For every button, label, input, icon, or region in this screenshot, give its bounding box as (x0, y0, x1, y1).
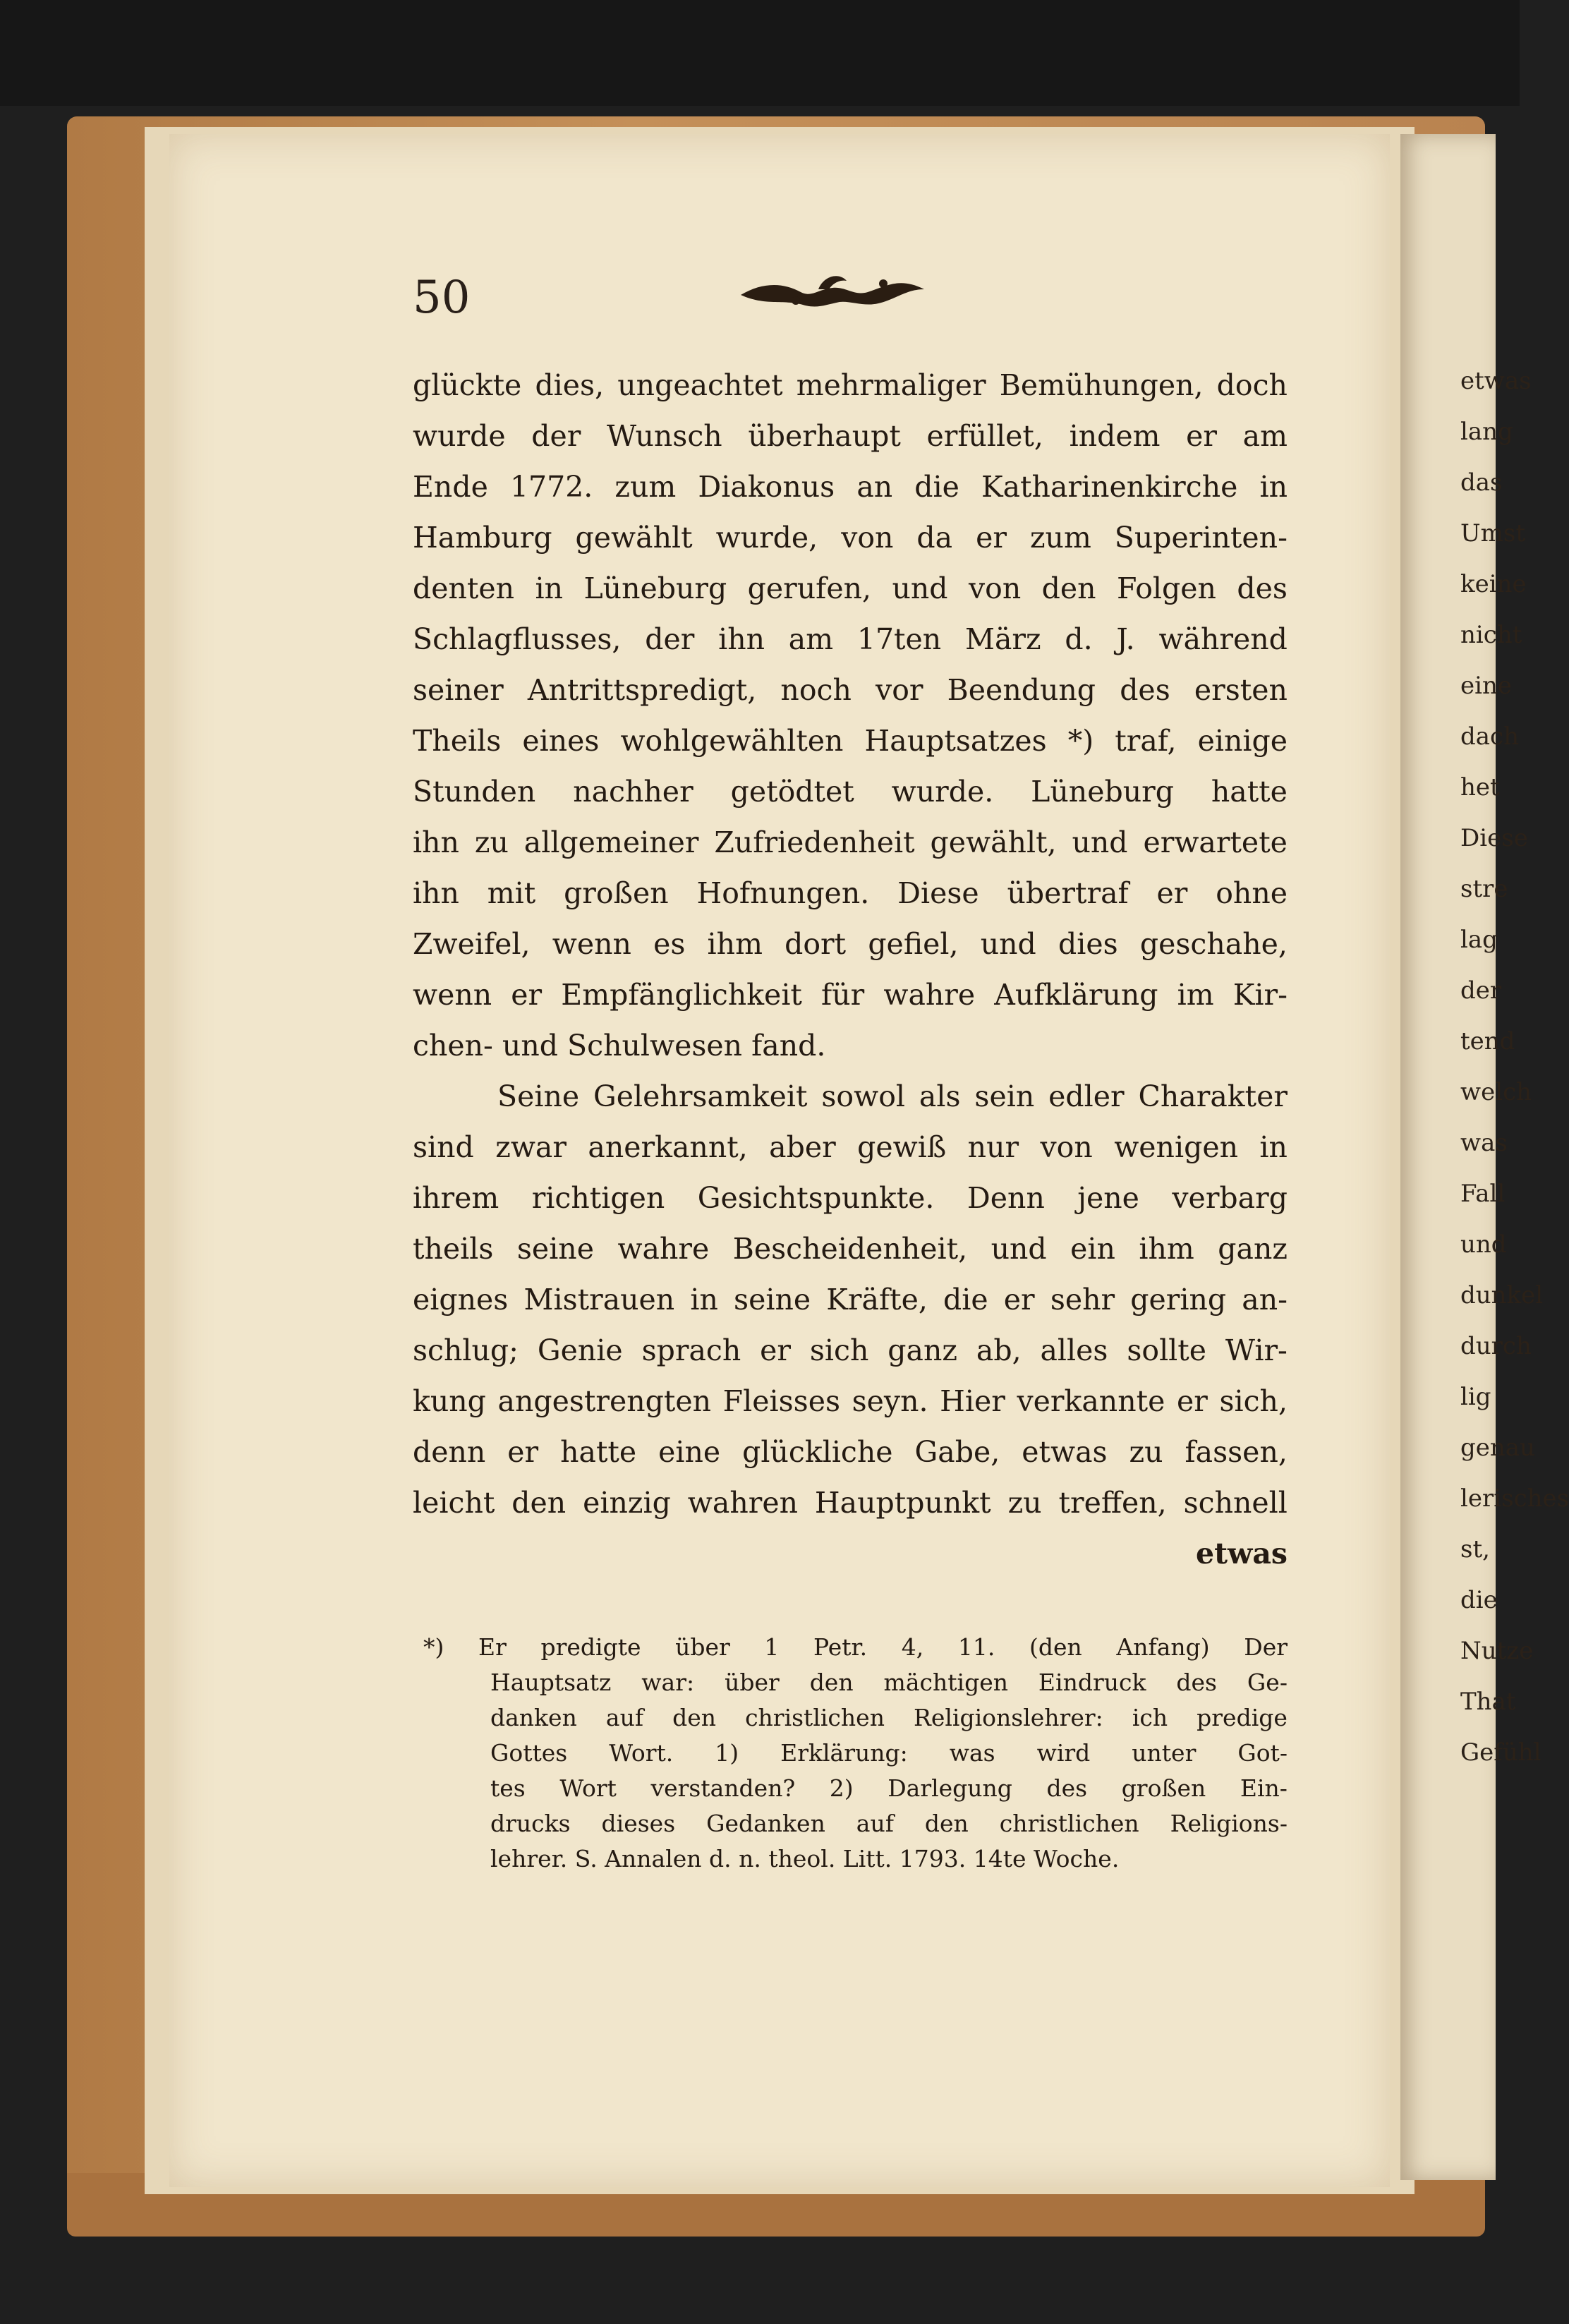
facing-page-fragment: Gefühl (1460, 1738, 1541, 1767)
facing-page-fragment: dach (1460, 722, 1519, 751)
footnote-line: Gottes Wort. 1) Erklärung: was wird unter Got- (490, 1739, 1288, 1767)
facing-page-fragment: stre (1460, 875, 1508, 903)
footnote-line: lehrer. S. Annalen d. n. theol. Litt. 1793. 14te Woche. (490, 1845, 1120, 1872)
footnote-line: danken auf den christlichen Religionslehrer: ich predige (490, 1704, 1288, 1731)
text-line: wenn er Empfänglichkeit für wahre Aufklärung im Kir- (413, 978, 1288, 1012)
text-line: ihn mit großen Hofnungen. Diese übertraf er ohne (413, 876, 1288, 910)
facing-page-fragment: st, (1460, 1535, 1490, 1563)
text-line: glückte dies, ungeachtet mehrmaliger Bemühungen, doch (413, 368, 1288, 402)
text-line: ihrem richtigen Gesichtspunkte. Denn jene verbarg (413, 1181, 1288, 1215)
facing-page-fragment: die (1460, 1586, 1498, 1614)
facing-page-fragment: lig (1460, 1383, 1491, 1411)
facing-page-fragment: That (1460, 1688, 1516, 1716)
text-line: schlug; Genie sprach er sich ganz ab, alles sollte Wir- (413, 1333, 1288, 1367)
footnote-block (423, 1630, 1288, 1877)
catchword: etwas (1196, 1537, 1288, 1570)
facing-page-fragment: genau (1460, 1434, 1535, 1462)
text-line: denten in Lüneburg gerufen, und von den Folgen des (413, 571, 1288, 605)
scanner-backdrop (0, 0, 1520, 106)
facing-page-fragment: lerisches (1460, 1484, 1569, 1513)
footnote-line: drucks dieses Gedanken auf den christlichen Religions- (490, 1810, 1288, 1837)
text-line: Theils eines wohlgewählten Hauptsatzes *) traf, einige (413, 724, 1288, 758)
facing-page-fragment: welch (1460, 1078, 1532, 1106)
page-number: 50 (413, 272, 471, 324)
text-line: ihn zu allgemeiner Zufriedenheit gewählt, und erwartete (413, 825, 1288, 859)
text-line: kung angestrengten Fleisses seyn. Hier verkannte er sich, (413, 1384, 1288, 1418)
text-line: Schlagflusses, der ihn am 17ten März d. J. während (413, 622, 1288, 656)
facing-page-fragment: nicht (1460, 621, 1522, 649)
text-line: theils seine wahre Bescheidenheit, und ein ihm ganz (413, 1232, 1288, 1266)
facing-page-fragment: lang (1460, 418, 1513, 446)
text-line: Ende 1772. zum Diakonus an die Katharinenkirche in (413, 470, 1288, 504)
facing-page-fragment: etwas (1460, 367, 1532, 395)
text-line: chen- und Schulwesen fand. (413, 1029, 826, 1063)
text-line: Hamburg gewählt wurde, von da er zum Superinten- (413, 521, 1288, 555)
facing-page-fragment: tend (1460, 1027, 1515, 1055)
facing-page-fragment: Nutze (1460, 1637, 1534, 1665)
facing-page-fragment: und (1460, 1230, 1507, 1259)
text-line: Seine Gelehrsamkeit sowol als sein edler Charakter (497, 1079, 1288, 1113)
facing-page-fragment: keine (1460, 570, 1527, 598)
text-line: wurde der Wunsch überhaupt erfüllet, indem er am (413, 419, 1288, 453)
footnote-line: *) Er predigte über 1 Petr. 4, 11. (den Anfang) Der (423, 1633, 1288, 1661)
body-text (413, 360, 1288, 1579)
facing-page-fragment: Umst (1460, 519, 1526, 547)
facing-page-fragment: der (1460, 976, 1502, 1005)
text-line: leicht den einzig wahren Hauptpunkt zu treffen, schnell (413, 1486, 1288, 1520)
footnote-line: Hauptsatz war: über den mächtigen Eindruck des Ge- (490, 1669, 1288, 1696)
facing-page-edge (1400, 134, 1569, 2180)
text-line: seiner Antrittspredigt, noch vor Beendung des ersten (413, 673, 1288, 707)
facing-page-fragment: Fall (1460, 1180, 1506, 1208)
facing-page-fragment: Diese (1460, 824, 1528, 852)
facing-page-fragment: dunkel (1460, 1281, 1544, 1309)
footnote-line: tes Wort verstanden? 2) Darlegung des großen Ein- (490, 1774, 1288, 1802)
text-line: sind zwar anerkannt, aber gewiß nur von wenigen in (413, 1130, 1288, 1164)
text-line: Zweifel, wenn es ihm dort gefiel, und dies geschahe, (413, 927, 1288, 961)
text-line: eignes Mistrauen in seine Kräfte, die er sehr gering an- (413, 1283, 1288, 1317)
ornament-icon (734, 268, 931, 317)
facing-page-fragment: het (1460, 773, 1500, 801)
facing-page-fragment: was (1460, 1129, 1508, 1157)
text-line: denn er hatte eine glückliche Gabe, etwas zu fassen, (413, 1435, 1288, 1469)
facing-page-fragment: eine (1460, 672, 1513, 700)
facing-page-fragment: lag (1460, 926, 1498, 954)
facing-page-fragment: das (1460, 468, 1503, 497)
text-line: Stunden nachher getödtet wurde. Lüneburg hatte (413, 775, 1288, 809)
facing-page-fragment: durch (1460, 1332, 1532, 1360)
